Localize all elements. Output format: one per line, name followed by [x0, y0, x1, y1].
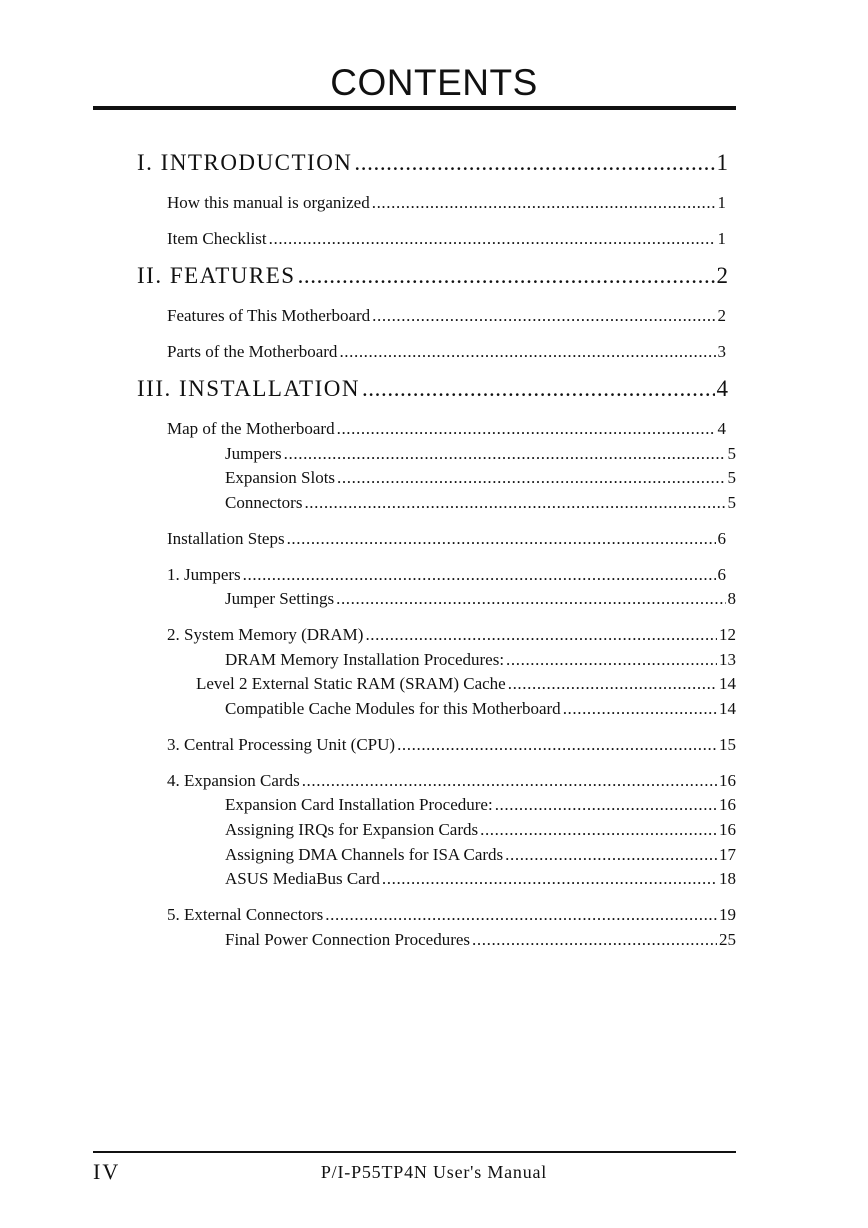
toc-entry[interactable]	[225, 493, 736, 513]
toc-entry-title: Assigning DMA Channels for ISA Cards	[225, 845, 504, 864]
toc-entry-features[interactable]	[137, 263, 728, 289]
toc-entry-title: Item Checklist	[167, 229, 267, 248]
toc-entry-title: Parts of the Motherboard	[167, 342, 338, 361]
dot-leader	[508, 674, 717, 694]
toc-entry-title: Map of the Motherboard	[167, 419, 335, 438]
toc-entry[interactable]	[167, 529, 726, 549]
toc-entry[interactable]	[225, 444, 736, 464]
toc-entry-title: 5. External Connectors	[167, 905, 324, 924]
dot-leader	[337, 468, 725, 488]
toc-entry-page: 1	[717, 193, 726, 212]
dot-leader	[298, 263, 715, 289]
toc-entry-title: Expansion Slots	[225, 468, 336, 487]
toc-entry-page: 25	[719, 930, 736, 949]
toc-entry-page: 5	[727, 444, 736, 463]
toc-entry[interactable]	[167, 735, 736, 755]
toc-entry[interactable]	[196, 674, 736, 694]
toc-entry-title: How this manual is organized	[167, 193, 370, 212]
toc-entry-page: 14	[719, 699, 736, 718]
toc-entry[interactable]	[167, 419, 726, 439]
toc-entry-title: 3. Central Processing Unit (CPU)	[167, 735, 396, 754]
toc-entry[interactable]	[167, 771, 736, 791]
toc-entry-title: Level 2 External Static RAM (SRAM) Cache	[196, 674, 506, 693]
dot-leader	[304, 493, 725, 513]
toc-entry-title: Expansion Card Installation Procedure:	[225, 795, 493, 814]
toc-entry-page: 16	[719, 771, 736, 790]
toc-entry[interactable]	[167, 306, 726, 326]
toc-entry-title: Final Power Connection Procedures	[225, 930, 471, 949]
toc-entry[interactable]	[225, 930, 736, 950]
toc-entry-page: 8	[727, 589, 736, 608]
toc-entry[interactable]	[167, 565, 726, 585]
dot-leader	[480, 820, 717, 840]
toc-entry-title: 4. Expansion Cards	[167, 771, 300, 790]
toc-entry[interactable]	[225, 589, 736, 609]
toc-entry-title: Features of This Motherboard	[167, 306, 371, 325]
footer-rule	[93, 1151, 736, 1153]
toc-entry-page: 5	[727, 468, 736, 487]
title-rule	[93, 106, 736, 110]
toc-entry-page: 4	[717, 419, 726, 438]
footer-manual-title: P/I-P55TP4N User's Manual	[320, 1162, 548, 1182]
dot-leader	[505, 845, 717, 865]
dot-leader	[269, 229, 716, 249]
toc-entry-page: 14	[719, 674, 736, 693]
dot-leader	[495, 795, 717, 815]
dot-leader	[336, 589, 725, 609]
toc-entry-page: 12	[719, 625, 736, 644]
toc-entry-page: 5	[727, 493, 736, 512]
toc-entry[interactable]	[225, 845, 736, 865]
toc-entry-title: Compatible Cache Modules for this Motherboard	[225, 699, 561, 718]
toc-entry-installation[interactable]	[137, 376, 728, 402]
dot-leader	[287, 529, 716, 549]
toc-entry-title: ASUS MediaBus Card	[225, 869, 380, 888]
dot-leader	[354, 150, 714, 176]
toc-entry-title: I. INTRODUCTION	[137, 150, 353, 175]
toc-entry-page: 1	[717, 229, 726, 248]
toc-entry-page: 19	[719, 905, 736, 924]
dot-leader	[397, 735, 717, 755]
toc-entry-title: III. INSTALLATION	[137, 376, 360, 401]
toc-entry[interactable]	[167, 625, 736, 645]
dot-leader	[339, 342, 715, 362]
dot-leader	[325, 905, 717, 925]
toc-entry[interactable]	[225, 699, 736, 719]
toc-entry[interactable]	[167, 229, 726, 249]
toc-entry[interactable]	[167, 342, 726, 362]
dot-leader	[382, 869, 717, 889]
dot-leader	[506, 650, 717, 670]
toc-entry-title: Installation Steps	[167, 529, 285, 548]
toc-entry-page: 6	[717, 565, 726, 584]
toc-entry-title: Jumper Settings	[225, 589, 335, 608]
toc-entry-page: 16	[719, 820, 736, 839]
toc-entry-title: Assigning IRQs for Expansion Cards	[225, 820, 479, 839]
toc-entry-title: 2. System Memory (DRAM)	[167, 625, 364, 644]
dot-leader	[284, 444, 726, 464]
toc-entry[interactable]	[225, 650, 736, 670]
toc-entry-page: 16	[719, 795, 736, 814]
toc-entry[interactable]	[225, 820, 736, 840]
toc-entry-title: 1. Jumpers	[167, 565, 241, 584]
toc-entry-title: DRAM Memory Installation Procedures:	[225, 650, 505, 669]
toc-entry[interactable]	[167, 193, 726, 213]
footer-page-number: IV	[93, 1159, 121, 1184]
toc-entry[interactable]	[225, 869, 736, 889]
toc-entry[interactable]	[225, 795, 736, 815]
toc-entry-page: 15	[719, 735, 736, 754]
dot-leader	[563, 699, 717, 719]
toc-entry-page: 1	[716, 150, 728, 175]
toc-entry-page: 2	[716, 263, 728, 288]
toc-entry-title: Connectors	[225, 493, 303, 512]
dot-leader	[372, 193, 716, 213]
toc-entry-page: 3	[717, 342, 726, 361]
toc-entry[interactable]	[225, 468, 736, 488]
dot-leader	[472, 930, 717, 950]
toc-entry-page: 4	[716, 376, 728, 401]
toc-entry-page: 6	[717, 529, 726, 548]
toc-entry[interactable]	[167, 905, 736, 925]
dot-leader	[337, 419, 716, 439]
toc-entry-title: II. FEATURES	[137, 263, 296, 288]
toc-entry-page: 13	[719, 650, 736, 669]
dot-leader	[372, 306, 715, 326]
dot-leader	[243, 565, 716, 585]
toc-entry-page: 17	[719, 845, 736, 864]
dot-leader	[362, 376, 715, 402]
page-title: CONTENTS	[330, 62, 538, 103]
dot-leader	[365, 625, 717, 645]
toc-entry-page: 2	[717, 306, 726, 325]
dot-leader	[302, 771, 717, 791]
toc-entry-page: 18	[719, 869, 736, 888]
toc-entry-introduction[interactable]	[137, 150, 728, 176]
toc-entry-title: Jumpers	[225, 444, 282, 463]
